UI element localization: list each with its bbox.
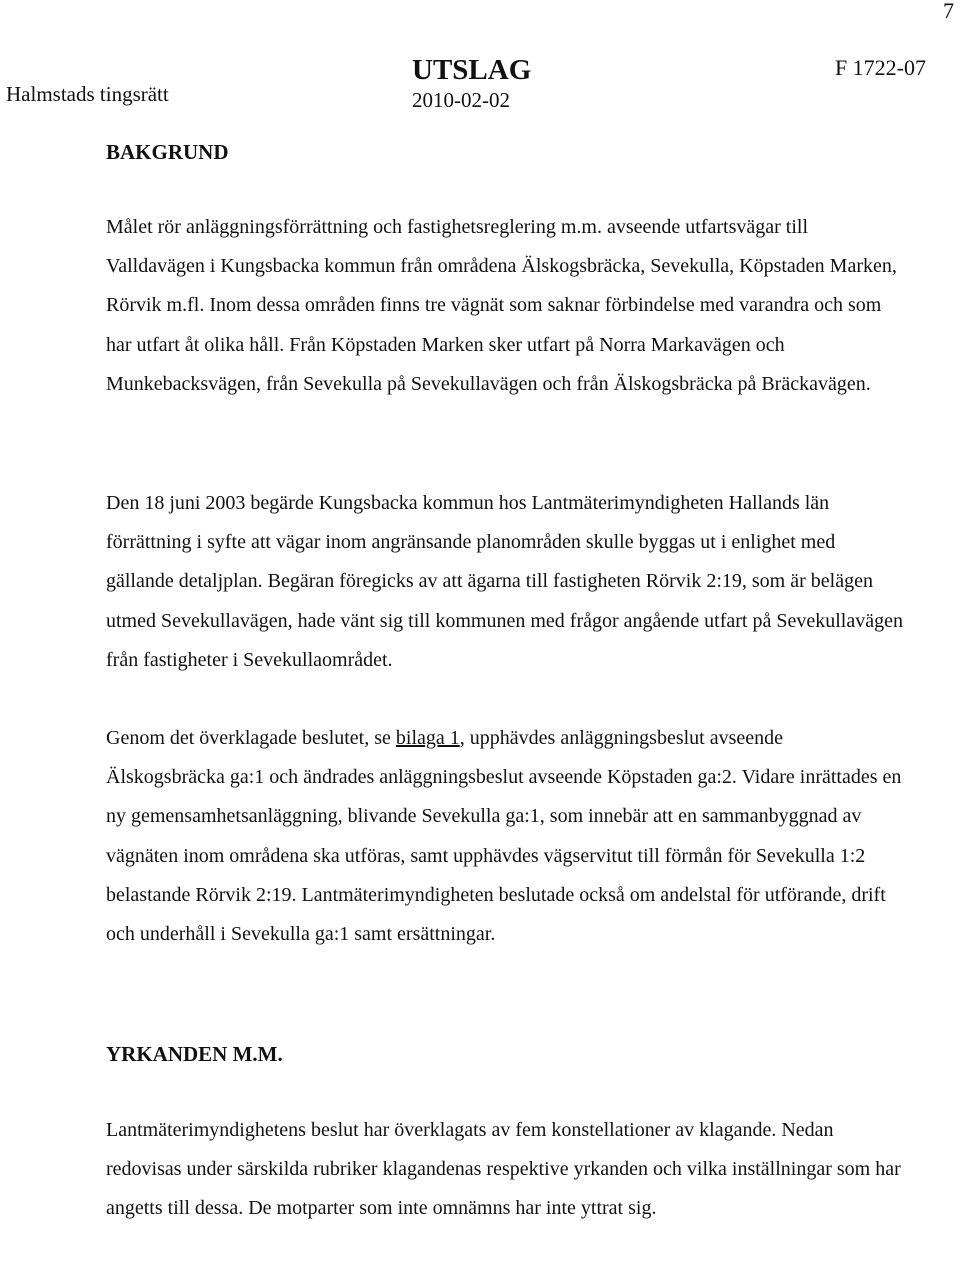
case-number: F 1722-07 bbox=[834, 55, 926, 80]
document-type: UTSLAG bbox=[412, 54, 532, 86]
document-date: 2010-02-02 bbox=[412, 88, 510, 112]
background-paragraph-1: Målet rör anläggningsförrättning och fastighetsreglering m.m. avseende utfartsvägar till Valldavägen i Kungsbacka kommun från områdena Älskogsbräcka, Sevekulla, Köpstaden Marken, Rörvik m.fl. Inom dessa områden finns tre vägnät som saknar förbindelse med varandra och som har utfart åt olika håll. Från Köpstaden Marken sker utfart på Norra Markavägen och Munkebacksvägen, från Sevekulla på Sevekullavägen och från Älskogsbräcka på Bräckavägen. bbox=[106, 216, 897, 395]
background-paragraph-2: Den 18 juni 2003 begärde Kungsbacka kommun hos Lantmäterimyndigheten Hallands län förrättning i syfte att vägar inom angränsande planområden skulle byggas ut i enlighet med gällande detaljplan. Begäran föregicks av att ägarna till fastigheten Rörvik 2:19, som är belägen utmed Sevekullavägen, hade vänt sig till kommunen med frågor angående utfart på Sevekullavägen från fastigheter i Sevekullaområdet. bbox=[106, 492, 903, 671]
bilaga-1-link[interactable]: bilaga 1 bbox=[395, 727, 460, 749]
section-heading-claims: YRKANDEN M.M. bbox=[106, 1042, 283, 1066]
claims-paragraph-1: Lantmäterimyndighetens beslut har överklagats av fem konstellationer av klagande. Nedan redovisas under särskilda rubriker klagandenas respektive yrkanden och vilka inställningar som har angetts till dessa. De motparter som inte omnämns har inte yttrat sig. bbox=[106, 1119, 901, 1220]
court-name: Halmstads tingsrätt bbox=[6, 82, 169, 106]
paragraph-3-text-after: , upphävdes anläggningsbeslut avseende Älskogsbräcka ga:1 och ändrades anläggningsbeslut avseende Köpstaden ga:2. Vidare inrättades en ny gemensamhetsanläggning, blivande Sevekulla ga:1, som innebär att en sammanbyggnad av vägnäten inom områdena ska utföras, samt upphävdes vägservitut till förmån för Sevekulla 1:2 belastande Rörvik 2:19. Lantmäterimyndigheten beslutade också om andelstal för utförande, drift och underhåll i Sevekulla ga:1 samt ersättningar. bbox=[106, 727, 902, 946]
page-number: 7 bbox=[943, 0, 954, 23]
background-paragraph-3 bbox=[106, 719, 906, 954]
paragraph-3-text-before: Genom det överklagade beslutet, se bbox=[106, 727, 396, 749]
section-heading-background: BAKGRUND bbox=[106, 140, 229, 164]
